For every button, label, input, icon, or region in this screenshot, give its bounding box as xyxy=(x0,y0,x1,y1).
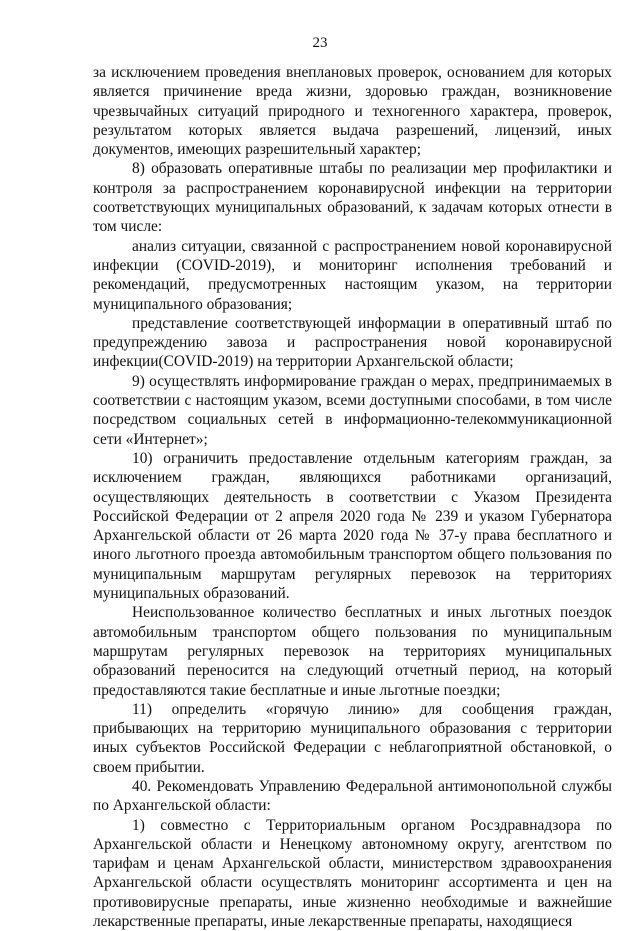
paragraph: Неиспользованное количество бесплатных и иных льготных поездок автомобильным транспортом общего пользования по муниципальным маршрутам регулярных перевозок на территориях муниципальных образований переносится на следующий отчетный период, на который предоставляются такие бесплатные и иные льготные поездки; xyxy=(93,604,612,699)
paragraph: 11) определить «горячую линию» для сообщения граждан, прибывающих на территорию муниципального образования с территории иных субъектов Российской Федерации с неблагоприятной обстановкой, о своем прибытии. xyxy=(93,700,612,776)
page-number: 23 xyxy=(312,35,328,51)
paragraph: 1) совместно с Территориальным органом Росздравнадзора по Архангельской области и Ненецкому автономному округу, агентством по тарифам и ценам Архангельской области, министерством здравоохранения Архангельской области осуществлять мониторинг ассортимента и цен на противовирусные препараты, иные жизненно необходимые и важнейшие лекарственные препараты, иные лекарственные препараты, находящиеся xyxy=(93,816,612,931)
paragraph: 9) осуществлять информирование граждан о мерах, предпринимаемых в соответствии с настоящим указом, всеми доступными способами, в том числе посредством социальных сетей в информационно-телекоммуникационной сети «Интернет»; xyxy=(93,372,612,448)
paragraph: анализ ситуации, связанной с распространением новой коронавирусной инфекции (COVID-2019), и мониторинг исполнения требований и рекомендаций, предусмотренных настоящим указом, на территории муниципального образования; xyxy=(93,237,612,313)
paragraph: 8) образовать оперативные штабы по реализации мер профилактики и контроля за распространением коронавирусной инфекции на территории соответствующих муниципальных образований, к задачам которых отнести в том числе: xyxy=(93,160,612,236)
paragraph: 40. Рекомендовать Управлению Федеральной антимонопольной службы по Архангельской области: xyxy=(93,777,612,815)
paragraph: представление соответствующей информации в оперативный штаб по предупреждению завоза и распространения новой коронавирусной инфекции(COVID-2019) на территории Архангельской области; xyxy=(93,314,612,371)
document-body xyxy=(93,63,612,931)
paragraph: 10) ограничить предоставление отдельным категориям граждан, за исключением граждан, являющихся работниками организаций, осуществляющих деятельность в соответствии с Указом Президента Российской Федерации от 2 апреля 2020 года № 239 и указом Губернатора Архангельской области от 26 марта 2020 года № 37-у права бесплатного и иного льготного проезда автомобильным транспортом общего пользования по муниципальным маршрутам регулярных перевозок на территориях муниципальных образований. xyxy=(93,449,612,603)
paragraph: за исключением проведения внеплановых проверок, основанием для которых является причинение вреда жизни, здоровью граждан, возникновение чрезвычайных ситуаций природного и техногенного характера, проверок, результатом которых является выдача разрешений, лицензий, иных документов, имеющих разрешительный характер; xyxy=(93,64,612,159)
